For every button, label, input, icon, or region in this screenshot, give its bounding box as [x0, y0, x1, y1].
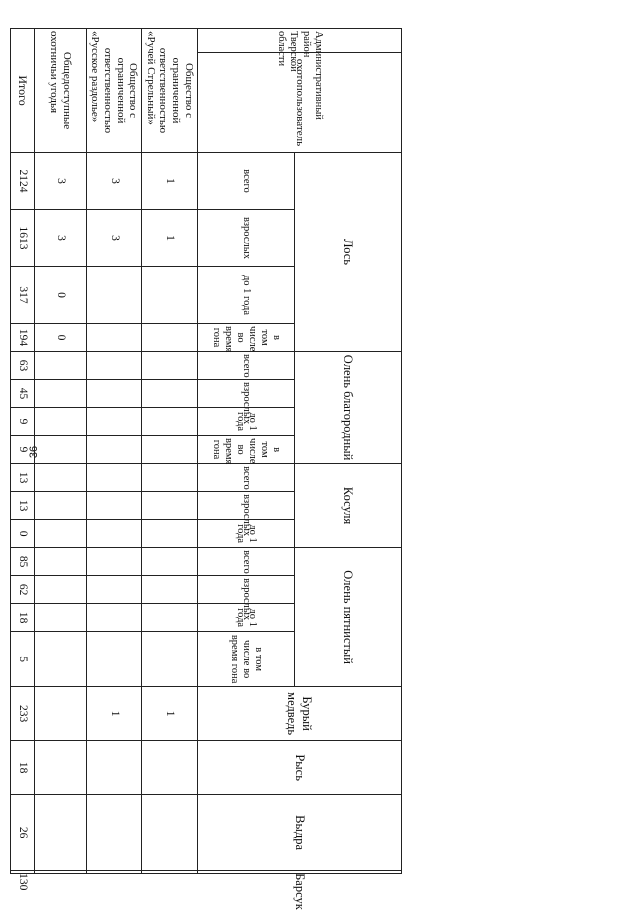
- total-cell: 63: [11, 352, 35, 380]
- header-otter: Выдра: [198, 795, 402, 871]
- table-cell: 3: [87, 153, 142, 210]
- table-cell: [142, 464, 198, 492]
- table-cell: [35, 408, 87, 436]
- harvest-table: [10, 28, 402, 910]
- page-number: 36: [28, 445, 40, 459]
- table-cell: [35, 687, 87, 741]
- table-cell: [35, 548, 87, 576]
- header-badger: Барсук: [198, 871, 402, 874]
- table-cell: [87, 576, 142, 604]
- table-cell: [142, 604, 198, 632]
- table-cell: [35, 795, 87, 871]
- sika-deer-rut-header: в том числе во время гона: [198, 632, 295, 687]
- table-cell: [35, 871, 87, 874]
- elk-adults-header: взрослых: [198, 210, 295, 267]
- table-cell: [87, 436, 142, 464]
- elk-under1-header: до 1 года: [198, 267, 295, 324]
- table-cell: [87, 604, 142, 632]
- table-row: [35, 29, 87, 874]
- table-cell: [35, 604, 87, 632]
- table-cell: [87, 520, 142, 548]
- table-cell: [87, 408, 142, 436]
- table-cell: [87, 492, 142, 520]
- total-cell: 62: [11, 576, 35, 604]
- red-deer-all-header: всего: [198, 352, 295, 380]
- header-elk: Лось: [295, 153, 402, 352]
- table-cell: [35, 632, 87, 687]
- table-cell: [87, 795, 142, 871]
- total-row: [11, 29, 35, 874]
- table-cell: 0: [35, 324, 87, 352]
- total-cell: 194: [11, 324, 35, 352]
- table-cell: [142, 576, 198, 604]
- red-deer-rut-header: в том числе во время гона: [198, 436, 295, 464]
- table-cell: 0: [35, 267, 87, 324]
- total-cell: 13: [11, 492, 35, 520]
- total-cell: 45: [11, 380, 35, 408]
- row-name: Общество с ограниченной ответственностью «Ручей Стрельный»: [142, 29, 198, 153]
- total-cell: 18: [11, 604, 35, 632]
- table-cell: [35, 464, 87, 492]
- table-cell: [87, 871, 142, 874]
- table-cell: [142, 380, 198, 408]
- roe-deer-under1-header: до 1 года: [198, 520, 295, 548]
- table-cell: [87, 324, 142, 352]
- table-cell: [35, 380, 87, 408]
- table-cell: [142, 548, 198, 576]
- table-cell: [87, 380, 142, 408]
- table-cell: [142, 492, 198, 520]
- table-row: [142, 29, 198, 874]
- table-cell: [87, 464, 142, 492]
- table-cell: [142, 408, 198, 436]
- table-cell: [142, 632, 198, 687]
- total-label: Итого: [11, 29, 35, 153]
- table-cell: [87, 548, 142, 576]
- total-cell: 5: [11, 632, 35, 687]
- red-deer-adults-header: взрослых: [198, 380, 295, 408]
- sika-deer-adults-header: взрослых: [198, 576, 295, 604]
- row-name: Общество с ограниченной ответственностью «Русское раздолье»: [87, 29, 142, 153]
- sika-deer-all-header: всего: [198, 548, 295, 576]
- table-cell: [87, 352, 142, 380]
- table-cell: [87, 632, 142, 687]
- elk-all-header: всего: [198, 153, 295, 210]
- roe-deer-adults-header: взрослых: [198, 492, 295, 520]
- total-cell: 9: [11, 436, 35, 464]
- header-red-deer: Олень благородный: [295, 352, 402, 464]
- table-cell: [35, 352, 87, 380]
- table-cell: 3: [35, 153, 87, 210]
- elk-rut-header: в том числе во время гона: [198, 324, 295, 352]
- total-cell: 1613: [11, 210, 35, 267]
- total-cell: 9: [11, 408, 35, 436]
- table-cell: [142, 324, 198, 352]
- sika-deer-under1-header: до 1 года: [198, 604, 295, 632]
- total-cell: 317: [11, 267, 35, 324]
- total-cell: 18: [11, 741, 35, 795]
- header-user: охотопользователь: [198, 53, 402, 153]
- roe-deer-all-header: всего: [198, 464, 295, 492]
- total-cell: 0: [11, 520, 35, 548]
- table-cell: 1: [87, 687, 142, 741]
- header-brown-bear: Бурый медведь: [198, 687, 402, 741]
- table-cell: 3: [35, 210, 87, 267]
- table-cell: [87, 267, 142, 324]
- table-cell: 1: [142, 687, 198, 741]
- total-cell: 2124: [11, 153, 35, 210]
- table-cell: [142, 795, 198, 871]
- total-cell: 85: [11, 548, 35, 576]
- table-cell: [35, 520, 87, 548]
- table-cell: 3: [87, 210, 142, 267]
- table-cell: 1: [142, 210, 198, 267]
- header-region: Административный район Тверской области: [198, 29, 402, 53]
- table-cell: [35, 492, 87, 520]
- table-cell: [142, 352, 198, 380]
- table-cell: [142, 267, 198, 324]
- total-cell: 13: [11, 464, 35, 492]
- total-cell: 26: [11, 795, 35, 871]
- row-name: Общедоступные охотничьи угодья: [35, 29, 87, 153]
- total-cell: 233: [11, 687, 35, 741]
- table-cell: 1: [142, 153, 198, 210]
- table-cell: [35, 436, 87, 464]
- table-cell: [87, 741, 142, 795]
- header-lynx: Рысь: [198, 741, 402, 795]
- table-row: [87, 29, 142, 874]
- header-roe-deer: Косуля: [295, 464, 402, 548]
- table-cell: [35, 741, 87, 795]
- table-cell: [142, 436, 198, 464]
- total-cell: 130: [11, 871, 35, 874]
- table-cell: [142, 520, 198, 548]
- table-cell: [142, 741, 198, 795]
- red-deer-under1-header: до 1 года: [198, 408, 295, 436]
- table-cell: [142, 871, 198, 874]
- header-sika-deer: Олень пятнистый: [295, 548, 402, 687]
- table-cell: [35, 576, 87, 604]
